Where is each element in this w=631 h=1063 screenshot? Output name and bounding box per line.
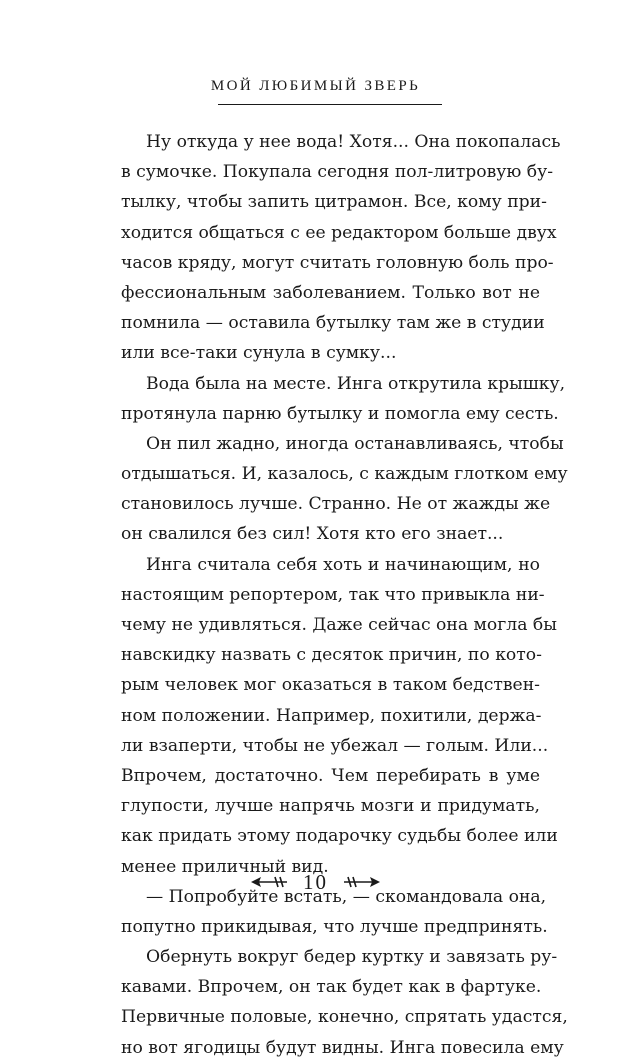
text-line: настоящим репортером, так что привыкла ни- — [121, 584, 545, 605]
arrow-ornament-right-icon — [342, 874, 382, 890]
text-line: тылку, чтобы запить цитрамон. Все, кому при- — [121, 192, 547, 213]
text-line: — Попробуйте встать, — скомандовала она, — [146, 886, 547, 907]
text-line: Он пил жадно, иногда останавливаясь, чтобы — [146, 433, 564, 454]
running-head: МОЙ ЛЮБИМЫЙ ЗВЕРЬ — [210, 78, 421, 94]
text-line: Ну откуда у нее вода! Хотя... Она покопалась — [146, 132, 561, 152]
text-line: менее приличный вид. — [121, 856, 329, 877]
text-line: ли взаперти, чтобы не убежал — голым. Или... — [121, 735, 549, 756]
text-line: ходится общаться с ее редактором больше двух — [121, 222, 557, 243]
text-line: ном положении. Например, похитили, держа- — [121, 705, 542, 726]
text-line: как придать этому подарочку судьбы более или — [121, 826, 558, 847]
text-line: Инга считала себя хоть и начинающим, но — [146, 554, 540, 575]
text-line: часов кряду, могут считать головную боль про- — [121, 252, 554, 273]
page-folio — [0, 868, 631, 896]
text-line: протянула парню бутылку и помогла ему сесть. — [121, 403, 559, 424]
text-line: чему не удивляться. Даже сейчас она могла бы — [121, 615, 557, 635]
text-line: Первичные половые, конечно, спрятать удастся, — [121, 1007, 568, 1028]
text-line: Вода была на месте. Инга открутила крышку, — [146, 373, 566, 394]
text-line: или все-таки сунула в сумку... — [121, 343, 397, 364]
text-line: он свалился без сил! Хотя кто его знает... — [121, 524, 504, 545]
text-line: помнила — оставила бутылку там же в студии — [121, 313, 545, 334]
text-line: но вот ягодицы будут видны. Инга повесила ему — [121, 1037, 564, 1058]
text-line: глупости, лучше напрячь мозги и придумать, — [121, 796, 540, 817]
text-line: Обернуть вокруг бедер куртку и завязать ру- — [146, 947, 558, 968]
text-line: кавами. Впрочем, он так будет как в фартуке. — [121, 977, 542, 998]
text-line: рым человек мог оказаться в таком бедствен- — [121, 675, 540, 696]
text-line: в сумочке. Покупала сегодня пол-литровую бу- — [121, 162, 554, 183]
text-line: попутно прикидывая, что лучше предпринять. — [121, 916, 548, 937]
text-line: Впрочем, достаточно. Чем перебирать в уме — [121, 765, 540, 786]
running-head-rule — [218, 104, 442, 105]
page-number: 10 — [303, 869, 328, 894]
body-text — [121, 127, 568, 1063]
text-line: становилось лучше. Странно. Не от жажды же — [121, 494, 551, 515]
text-line: отдышаться. И, казалось, с каждым глотком ему — [121, 464, 568, 485]
text-line: фессиональным заболеванием. Только вот не — [121, 282, 540, 303]
text-line: навскидку назвать с десяток причин, по кото- — [121, 645, 542, 666]
arrow-ornament-left-icon — [249, 874, 289, 890]
